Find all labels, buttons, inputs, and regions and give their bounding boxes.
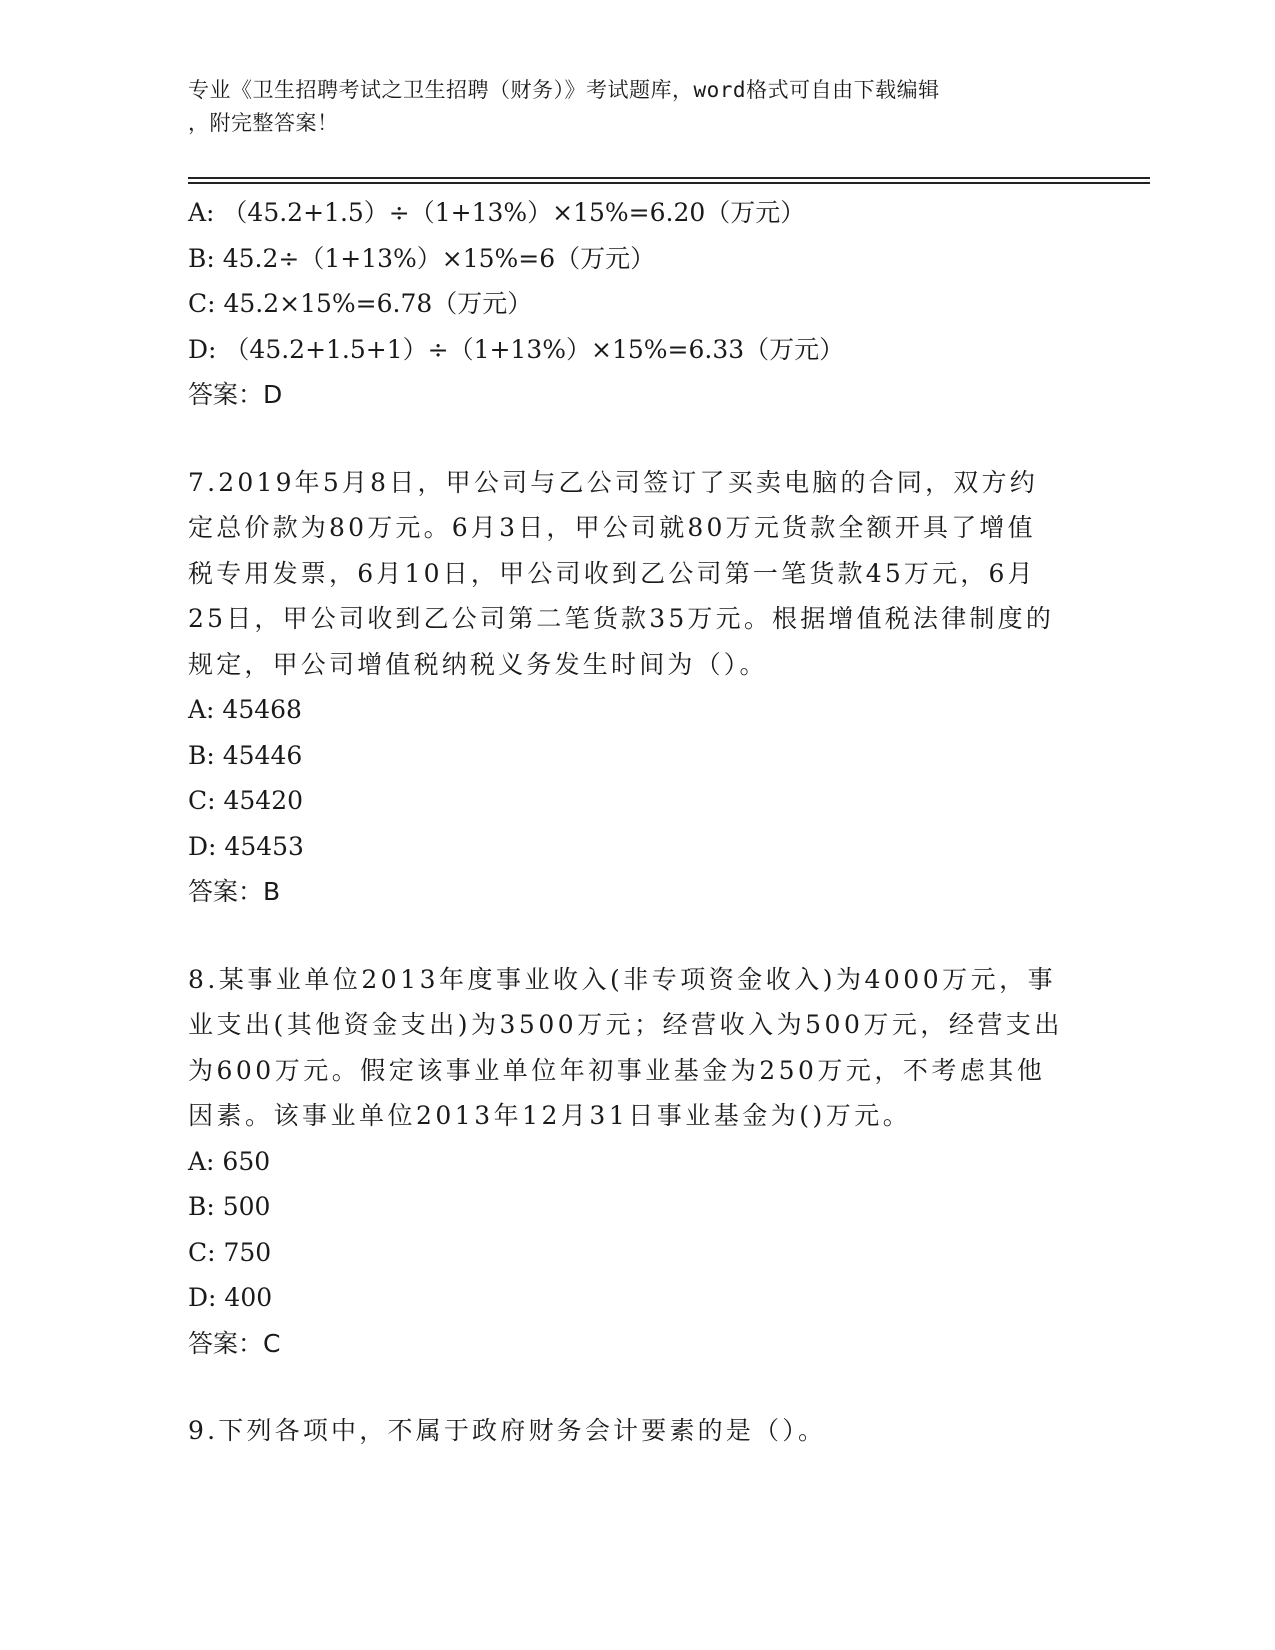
question-6-option-b: B: 45.2÷（1+13%）×15%=6（万元） xyxy=(188,243,656,273)
question-9-block xyxy=(188,1408,1088,1454)
question-7-line-2: 定总价款为80万元。6月3日，甲公司就80万元货款全额开具了增值 xyxy=(188,513,1036,542)
header-line-2: ，附完整答案！ xyxy=(188,111,339,135)
question-9-line-1: 9.下列各项中，不属于政府财务会计要素的是（）。 xyxy=(188,1416,827,1445)
question-7-line-4: 25日，甲公司收到乙公司第二笔货款35万元。根据增值税法律制度的 xyxy=(188,604,1055,633)
question-8-answer: 答案：C xyxy=(188,1328,281,1358)
header-divider-bottom xyxy=(188,182,1150,184)
question-8-line-2: 业支出(其他资金支出)为3500万元；经营收入为500万元，经营支出 xyxy=(188,1010,1063,1039)
document-header xyxy=(188,74,1068,140)
question-8-stem xyxy=(188,957,1088,1139)
question-7-block xyxy=(188,460,1088,915)
question-7-line-1: 7.2019年5月8日，甲公司与乙公司签订了买卖电脑的合同，双方约 xyxy=(188,467,1038,497)
question-8-block xyxy=(188,957,1088,1367)
header-line-1: 专业《卫生招聘考试之卫生招聘（财务）》考试题库，word格式可自由下载编辑 xyxy=(188,78,940,102)
question-8-line-3: 为600万元。假定该事业单位年初事业基金为250万元，不考虑其他 xyxy=(188,1055,1046,1085)
question-6-option-a: A: （45.2+1.5）÷（1+13%）×15%=6.20（万元） xyxy=(188,198,806,227)
question-6-option-d: D: （45.2+1.5+1）÷（1+13%）×15%=6.33（万元） xyxy=(188,334,845,364)
question-8-line-1: 8.某事业单位2013年度事业收入(非专项资金收入)为4000万元，事 xyxy=(188,964,1057,994)
question-7-answer: 答案：B xyxy=(188,877,281,906)
question-7-line-5: 规定，甲公司增值税纳税义务发生时间为（）。 xyxy=(188,649,768,679)
question-6-option-c: C: 45.2×15%=6.78（万元） xyxy=(188,289,533,318)
header-divider-top xyxy=(188,177,1150,179)
question-6-block xyxy=(188,190,1088,418)
question-7-option-b: B: 45446 xyxy=(188,740,303,770)
question-8-option-b: B: 500 xyxy=(188,1192,271,1221)
question-8-option-d: D: 400 xyxy=(188,1283,273,1312)
question-7-option-c: C: 45420 xyxy=(188,786,304,815)
question-7-stem xyxy=(188,460,1088,688)
question-8-option-c: C: 750 xyxy=(188,1237,272,1267)
question-6-answer: 答案：D xyxy=(188,380,283,409)
question-8-option-a: A: 650 xyxy=(188,1146,271,1176)
question-7-line-3: 税专用发票，6月10日，甲公司收到乙公司第一笔货款45万元，6月 xyxy=(188,558,1036,588)
question-7-option-d: D: 45453 xyxy=(188,831,304,861)
question-7-option-a: A: 45468 xyxy=(188,695,302,724)
exam-content xyxy=(188,190,1088,1454)
question-9-stem xyxy=(188,1408,1088,1454)
question-8-line-4: 因素。该事业单位2013年12月31日事业基金为()万元。 xyxy=(188,1101,912,1130)
